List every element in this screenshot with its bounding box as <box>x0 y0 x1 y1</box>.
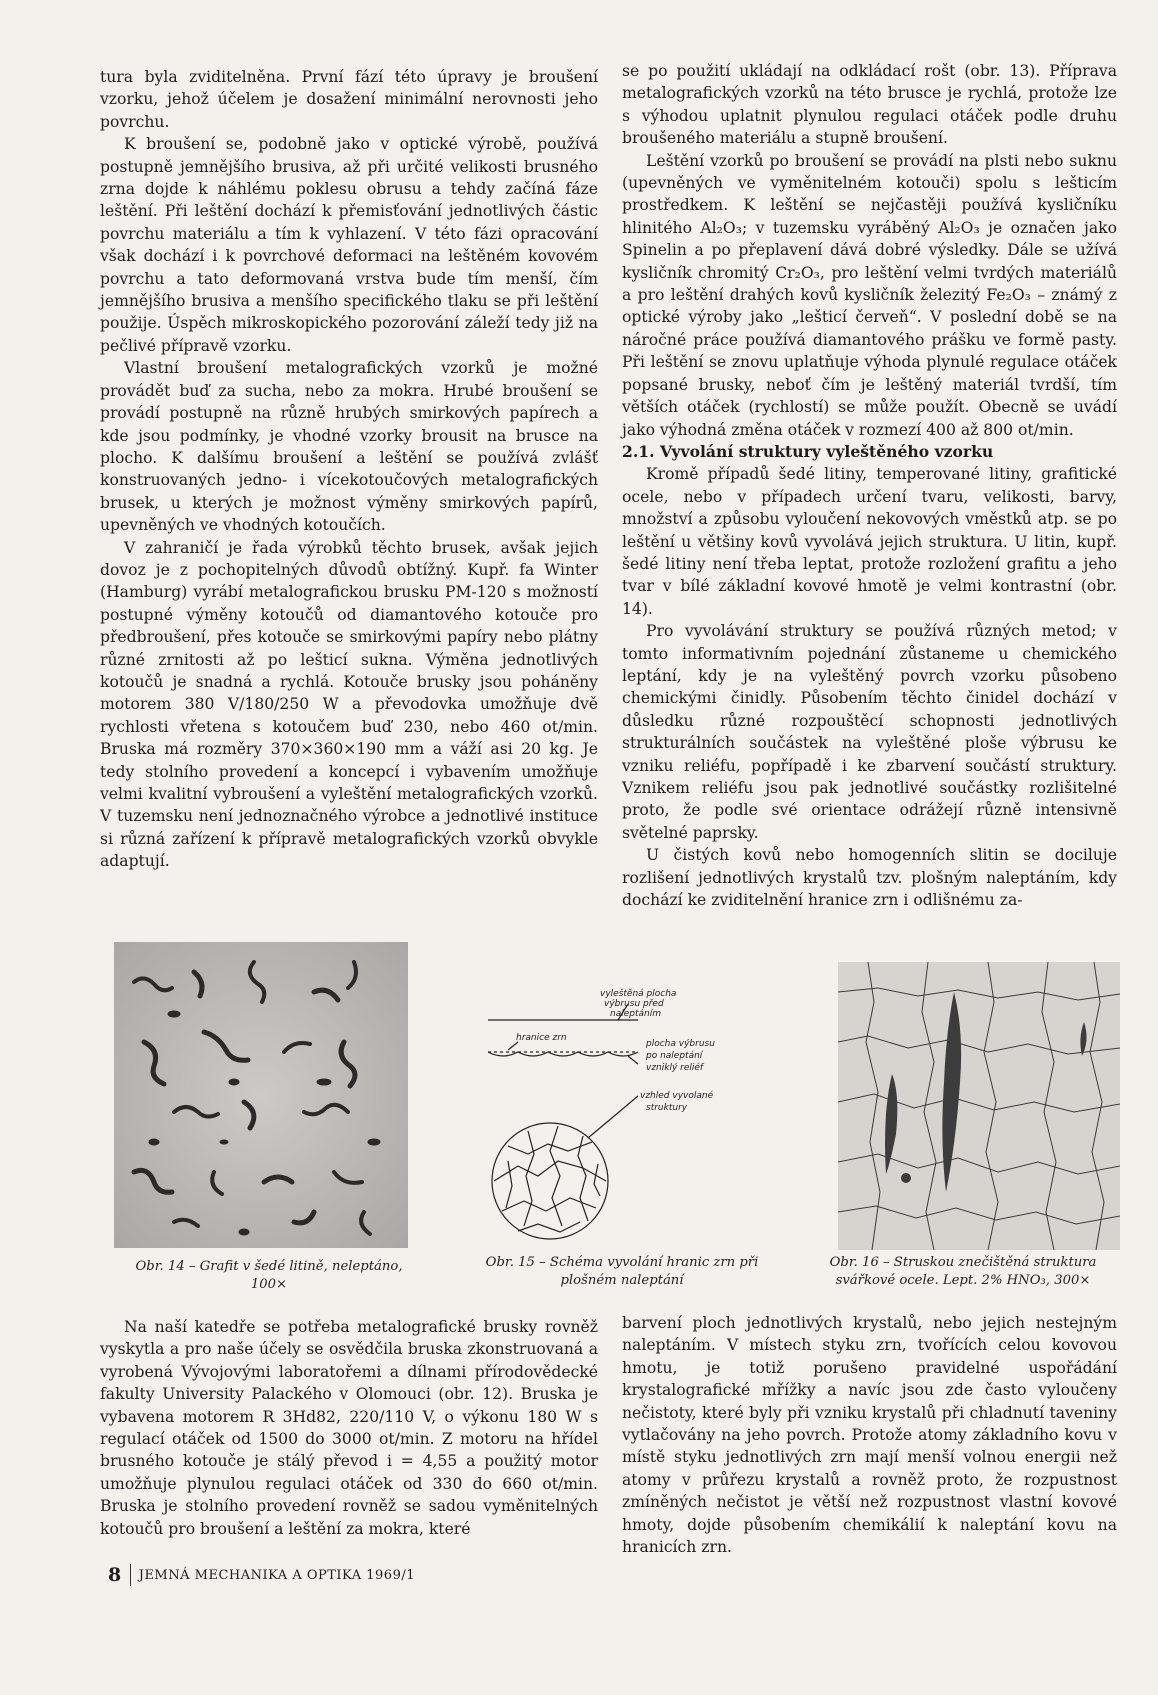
label-polished-surface-2: výbrusu před <box>604 999 664 1009</box>
weld-steel-micrograph <box>838 962 1120 1250</box>
graphite-micrograph <box>114 942 408 1248</box>
footer-divider <box>130 1564 131 1586</box>
caption-figure-15 <box>452 1254 792 1290</box>
paragraph: U čistých kovů nebo homogenních slitin se dociluje rozlišení jednotlivých krystalů tzv. plošným naleptáním, kdy dochází ke zviditelnění hranice zrn i odlišnému za- <box>622 846 1117 910</box>
label-etched-surface-2: po naleptání <box>646 1051 703 1061</box>
label-grain-boundary: hranice zrn <box>516 1033 567 1043</box>
caption-figure-14 <box>104 1258 434 1294</box>
caption-15-line1: Obr. 15 – Schéma vyvolání hranic zrn při <box>485 1255 759 1270</box>
left-column-top <box>100 66 598 873</box>
caption-figure-16 <box>798 1254 1128 1290</box>
label-structure-appearance-2: struktury <box>646 1103 688 1113</box>
caption-16-line2: svářkové ocele. Lept. 2% HNO₃, 300× <box>835 1273 1091 1288</box>
caption-15-line2: plošném naleptání <box>560 1273 684 1288</box>
section-heading: 2.1. Vyvolání struktury vyleštěného vzorku <box>622 441 994 461</box>
right-column-top <box>622 60 1117 911</box>
label-polished-surface-3: naleptáním <box>610 1009 661 1019</box>
paragraph: se po použití ukládají na odkládací rošt (obr. 13). Příprava metalografických vzorků na této brusce je rychlá, protože lze s výhodou uplatnit plynulou regulaci otáček podle druhu broušeného materiálu a stupně broušení. <box>622 62 1117 148</box>
paragraph: V zahraničí je řada výrobků těchto brusek, avšak jejich dovoz je z pochopitelných důvodů obtížný. Kupř. fa Winter (Hamburg) vyrábí metalografickou brusku PM-120 s možností postupné výměny kotoučů od diamantového kotouče pro předbroušení, přes kotouče se smirkovými papíry nebo plátny různé zrnitosti až po lešticí sukna. Výměna jednotlivých kotoučů je snadná a rychlá. Kotouče brusky jsou poháněny motorem 380 V/180/250 W a převodovka umožňuje dvě rychlosti vřetena s kotoučem buď 230, nebo 460 ot/min. Bruska má rozměry 370×360×190 mm a váží asi 20 kg. Je tedy stolního provedení a koncepcí i vybavením umožňuje velmi kvalitní vybroušení a vyleštění metalografických vzorků. V tuzemsku není jednoznačného výrobce a jednotlivé instituce si různá zařízení k přípravě metalografických vzorků obvykle adaptují. <box>100 538 598 871</box>
journal-title: JEMNÁ MECHANIKA A OPTIKA 1969/1 <box>138 1567 416 1583</box>
right-after-heading-paragraphs <box>622 463 1117 911</box>
grain-boundary-schematic <box>488 986 748 1248</box>
paragraph: tura byla zviditelněna. První fází této úpravy je broušení vzorku, jehož účelem je dosažení minimální nerovnosti jeho povrchu. <box>100 68 598 131</box>
paragraph: Vlastní broušení metalografických vzorků je možné provádět buď za sucha, nebo za mokra. Hrubé broušení se provádí postupně na různě hrubých smirkových papírech a kde jsou podmínky, je vhodné vzorky brousit na brusce na plocho. K dalšímu broušení a leštění se používá zvlášť konstruovaných jedno- i vícekotoučových metalografických brusek, u kterých je možnost výměny smirkových papírů, upevněných ve vhodných kotoučích. <box>100 359 598 535</box>
right-top-paragraphs <box>622 60 1117 441</box>
page-number: 8 <box>108 1564 122 1586</box>
figure-14-graphite-photo <box>114 942 408 1248</box>
page-footer <box>108 1564 415 1586</box>
label-structure-appearance: vzhled vyvolané <box>640 1091 714 1101</box>
left-column-bottom <box>100 1316 598 1540</box>
caption-14-line1: Obr. 14 – Grafit v šedé litině, neleptáno, <box>135 1259 403 1274</box>
paragraph: Pro vyvolávání struktury se používá různých metod; v tomto informativním pojednání zůstaneme u chemického leptání, kdy je na vyleštěný povrch vzorku působeno chemickými činidly. Působením těchto činidel dochází v důsledku různé rozpouštěcí schopnosti jednotlivých strukturálních součástek na vyleštěné ploše výbrusu ke vzniku reliéfu, popřípadě i ke zbarvení součástí struktury. Vznikem reliéfu jsou pak jednotlivé součástky rozlišitelné proto, že podle své orientace odrážejí různě intensivně světelné paprsky. <box>622 622 1117 842</box>
paragraph: barvení ploch jednotlivých krystalů, nebo jejich nestejným naleptáním. V místech styku zrn, tvořících celou kovovou hmotu, je totiž porušeno pravidelné uspořádání krystalografické mřížky a navíc jsou zde často vyloučeny nečistoty, které byly při vzniku krystalů při chladnutí taveniny vytlačovány na jeho povrch. Protože atomy základního kovu v místě styku jednotlivých zrn mají menší volnou energii než atomy v průřezu krystalů a rovněž proto, že rozpustnost zmíněných nečistot je větší než rozpustnost vlastní kovové hmoty, dojde působením chemikálií k naleptání kovu na hranicích zrn. <box>622 1314 1117 1557</box>
caption-14-line2: 100× <box>250 1277 288 1292</box>
paragraph: Na naší katedře se potřeba metalografické brusky rovněž vyskytla a pro naše účely se osvědčila bruska zkonstruovaná a vyrobená Vývojovými laboratořemi a dílnami přírodovědecké fakulty University Palackého v Olomouci (obr. 12). Bruska je vybavena motorem R 3Hd82, 220/110 V, o výkonu 180 W s regulací otáček od 1500 do 3000 ot/min. Z motoru na hřídel brusného kotouče je stálý převod i = 4,55 a použitý motor umožňuje plynulou regulaci otáček od 330 do 660 ot/min. Bruska je stolního provedení rovněž se sadou vyměnitelných kotoučů pro broušení a leštění za mokra, které <box>100 1318 598 1538</box>
figure-16-weld-steel-photo <box>838 962 1120 1250</box>
figure-15-schematic <box>488 986 748 1248</box>
label-polished-surface: vyleštěná plocha <box>600 989 677 999</box>
label-etched-surface: plocha výbrusu <box>646 1039 715 1049</box>
paragraph: Leštění vzorků po broušení se provádí na plsti nebo suknu (upevněných ve vyměnitelném kotouči) spolu s lešticím prostředkem. K leštění se nejčastěji používá kysličníku hlinitého Al₂O₃; v tuzemsku vyráběný Al₂O₃ je označen jako Spinelin a po přeplavení dává dobré výsledky. Dále se užívá kysličník chromitý Cr₂O₃, pro leštění velmi tvrdých materiálů a pro leštění drahých kovů kysličník železitý Fe₂O₃ – známý z optické výroby jako „lešticí červeň“. V poslední době se na náročné práce používá diamantového prášku ve formě pasty. Při leštění se znovu uplatňuje výhoda plynulé regulace otáček popsané brusky, neboť čím je leštěný materiál tvrdší, tím větších otáček (rychlostí) se může použít. Obecně se uvádí jako výhodná změna otáček v rozmezí 400 až 800 ot/min. <box>622 151 1117 439</box>
caption-16-line1: Obr. 16 – Struskou znečištěná struktura <box>829 1255 1097 1270</box>
paragraph: Kromě případů šedé litiny, temperované litiny, grafitické ocele, nebo v případech určení tvaru, velikosti, barvy, množství a způsobu vyloučení nekovových vměstků atp. se po leštění u většiny kovů vyvolává jejich struktura. U litin, kupř. šedé litiny není třeba leptat, protože rozložení grafitu a jeho tvar v bílé základní kovové hmotě je velmi kontrastní (obr. 14). <box>622 465 1117 618</box>
paragraph: K broušení se, podobně jako v optické výrobě, používá postupně jemnějšího brusiva, až při určité velikosti brusného zrna dojde k náhlému poklesu obrusu a tehdy začíná fáze leštění. Při leštění dochází k přemisťování jednotlivých částic povrchu materiálu a tím k vyhlazení. V této fázi opracování však dochází i k povrchové deformaci na leštěném kovovém povrchu a tato deformovaná vrstva bude tím menší, čím jemnějšího brusiva a menšího specifického tlaku se při leštění použije. Úspěch mikroskopického pozorování záleží tedy již na pečlivé přípravě vzorku. <box>100 135 598 355</box>
right-column-bottom <box>622 1312 1117 1558</box>
label-relief: vzniklý reliéf <box>646 1063 704 1073</box>
